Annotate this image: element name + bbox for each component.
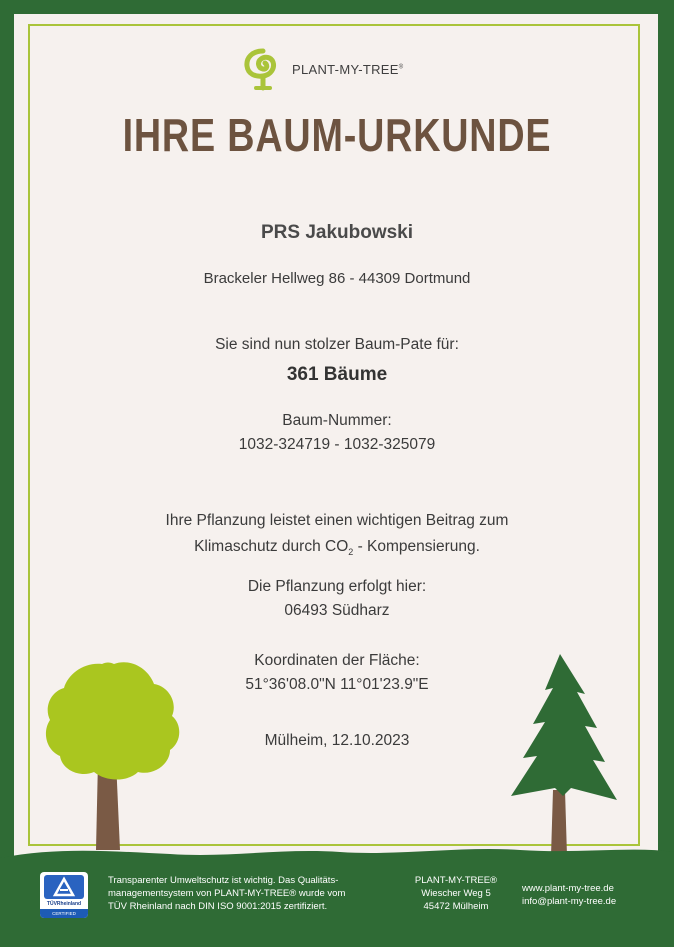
coordinates-label: Koordinaten der Fläche: bbox=[254, 652, 420, 669]
pate-intro: Sie sind nun stolzer Baum-Pate für: bbox=[215, 336, 459, 353]
tuv-certification-badge bbox=[40, 872, 88, 918]
certificate-title: IHRE BAUM-URKUNDE bbox=[122, 109, 552, 161]
recipient-name: PRS Jakubowski bbox=[260, 222, 414, 243]
tuv-name: TÜVRheinland bbox=[46, 901, 82, 907]
website-link[interactable]: www.plant-my-tree.de bbox=[522, 883, 614, 894]
fir-tree-icon bbox=[505, 650, 625, 860]
tree-number-label: Baum-Nummer: bbox=[282, 412, 392, 429]
quality-statement: Transparenter Umweltschutz ist wichtig. Das Qualitäts- managementsystem von PLANT-MY-TREE® wurde vom TÜV Rheinland nach DIN ISO 9001:2015 zertifiziert. bbox=[108, 875, 346, 912]
tree-number-range: 1032-324719 - 1032-325079 bbox=[238, 436, 436, 453]
spiral-tree-logo-icon bbox=[242, 46, 284, 92]
footer bbox=[0, 860, 674, 947]
coordinates-value: 51°36'08.0"N 11°01'23.9"E bbox=[245, 676, 429, 693]
recipient-address: Brackeler Hellweg 86 - 44309 Dortmund bbox=[203, 270, 471, 287]
contribution-line-1: Ihre Pflanzung leistet einen wichtigen Beitrag zum bbox=[165, 512, 509, 529]
contact-info bbox=[522, 882, 662, 908]
deciduous-tree-icon bbox=[40, 650, 190, 856]
email-link[interactable]: info@plant-my-tree.de bbox=[522, 896, 617, 907]
brand-logo bbox=[242, 46, 403, 92]
tree-count: 361 Bäume bbox=[286, 364, 388, 385]
contribution-line-2: Klimaschutz durch $CO_2$ - Kompensierung. bbox=[194, 538, 480, 558]
issue-date: Mülheim, 12.10.2023 bbox=[264, 732, 410, 749]
company-address: PLANT-MY-TREE® Wiescher Weg 5 45472 Mülheim bbox=[414, 875, 498, 912]
brand-name: PLANT-MY-TREE® bbox=[292, 61, 404, 77]
location-label: Die Pflanzung erfolgt hier: bbox=[247, 578, 427, 595]
tuv-triangle-logo-icon bbox=[40, 872, 88, 902]
tuv-certified-label: CERTIFIED bbox=[40, 909, 88, 918]
location-value: 06493 Südharz bbox=[284, 602, 390, 619]
